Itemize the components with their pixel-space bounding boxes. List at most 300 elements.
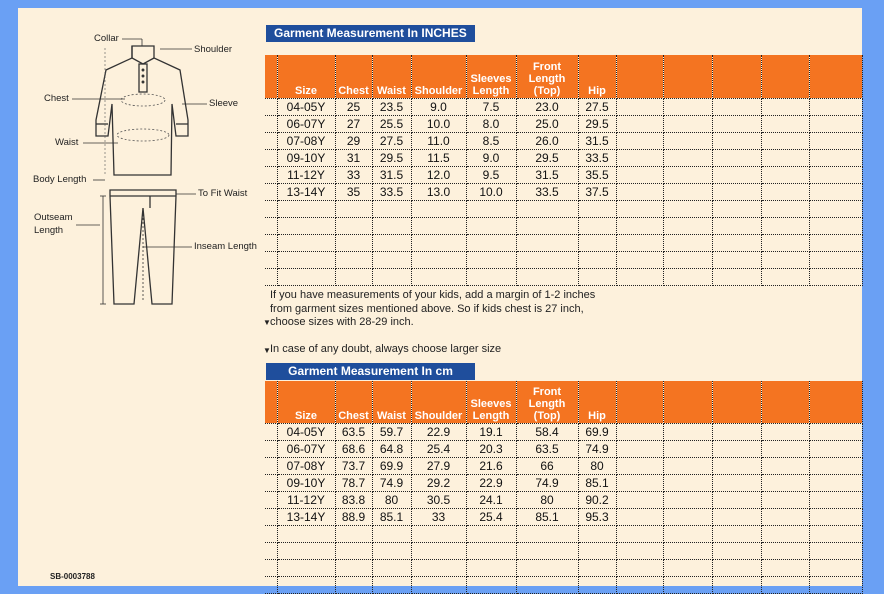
outseam-label: Outseam Length: [34, 212, 73, 236]
table-cell: 59.7: [372, 424, 411, 441]
row-spacer: [265, 99, 277, 116]
header-cell: Size: [277, 381, 335, 424]
table-cell: 69.9: [578, 424, 616, 441]
table-cell: 11-12Y: [277, 492, 335, 509]
table-cell: [761, 424, 809, 441]
table-cell: 30.5: [411, 492, 466, 509]
table-cell: [809, 235, 862, 252]
table-cell: 19.1: [466, 424, 516, 441]
table-cell: [616, 201, 663, 218]
table-cell: [335, 526, 372, 543]
table-cell: [277, 526, 335, 543]
table-cell: [712, 184, 761, 201]
header-cell: Front Length (Top): [516, 55, 578, 99]
row-spacer: [265, 269, 277, 286]
table-cell: 35.5: [578, 167, 616, 184]
table-cell: [761, 201, 809, 218]
table-cell: 35: [335, 184, 372, 201]
body-length-label: Body Length: [33, 174, 87, 185]
header-spacer: [265, 381, 277, 424]
shoulder-label: Shoulder: [194, 44, 233, 55]
table-cell: [466, 201, 516, 218]
header-cell: [616, 55, 663, 99]
table-cell: 80: [372, 492, 411, 509]
header-cell: Front Length (Top): [516, 381, 578, 424]
table-cell: [466, 252, 516, 269]
table-cell: [663, 475, 712, 492]
note-1: If you have measurements of your kids, add a margin of 1-2 inches from garment sizes mentioned above. So if kids chest is 27 inch, choose sizes with 28-29 inch.: [270, 289, 596, 328]
table-cell: [761, 235, 809, 252]
header-cell: [663, 381, 712, 424]
table-cell: [712, 577, 761, 594]
table-row: [265, 201, 862, 218]
table-cell: 27: [335, 116, 372, 133]
table-cell: [466, 560, 516, 577]
note-bullet-2: ▼: [263, 346, 271, 355]
table-cell: [516, 218, 578, 235]
table-cell: 85.1: [578, 475, 616, 492]
table-cell: [616, 526, 663, 543]
table-cell: [616, 218, 663, 235]
table-cell: [616, 150, 663, 167]
table-cell: [616, 441, 663, 458]
table-cell: [578, 201, 616, 218]
inseam-label: Inseam Length: [194, 241, 257, 252]
header-cell: [761, 381, 809, 424]
table-cell: 9.5: [466, 167, 516, 184]
table-cell: [616, 269, 663, 286]
table-cell: [761, 99, 809, 116]
table-cell: [761, 150, 809, 167]
table-cell: [761, 269, 809, 286]
header-cell: [761, 55, 809, 99]
table-cell: [411, 560, 466, 577]
table-cell: 13-14Y: [277, 509, 335, 526]
table-cell: 74.9: [578, 441, 616, 458]
table-cell: 69.9: [372, 458, 411, 475]
table-row: [265, 475, 862, 492]
table-cell: 06-07Y: [277, 441, 335, 458]
table-cell: [277, 252, 335, 269]
table-row: [265, 424, 862, 441]
table-cell: 25.4: [411, 441, 466, 458]
table-cell: 78.7: [335, 475, 372, 492]
table-cell: [761, 184, 809, 201]
table-cell: [516, 526, 578, 543]
table-cell: [372, 235, 411, 252]
table-cell: 26.0: [516, 133, 578, 150]
table-cell: [761, 543, 809, 560]
table-cell: [712, 218, 761, 235]
table-cell: [761, 167, 809, 184]
header-cell: Waist: [372, 381, 411, 424]
row-spacer: [265, 475, 277, 492]
table-cell: 37.5: [578, 184, 616, 201]
row-spacer: [265, 167, 277, 184]
table-cell: [466, 218, 516, 235]
header-cell: Shoulder: [411, 381, 466, 424]
table-cell: 23.0: [516, 99, 578, 116]
table-cell: [616, 424, 663, 441]
table-cell: [372, 543, 411, 560]
sleeve-label: Sleeve: [209, 98, 239, 109]
table-row: [265, 492, 862, 509]
table-cell: [372, 577, 411, 594]
table-cell: 95.3: [578, 509, 616, 526]
row-spacer: [265, 441, 277, 458]
table-cell: 85.1: [516, 509, 578, 526]
table-cell: [809, 201, 862, 218]
table-cell: [516, 252, 578, 269]
table-row: [265, 167, 862, 184]
table-cell: [466, 543, 516, 560]
table-cell: [616, 99, 663, 116]
table-cell: [616, 133, 663, 150]
table-cell: [761, 252, 809, 269]
table-cell: 8.0: [466, 116, 516, 133]
row-spacer: [265, 150, 277, 167]
table-cell: 33.5: [372, 184, 411, 201]
row-spacer: [265, 218, 277, 235]
table-cell: 63.5: [516, 441, 578, 458]
table-cell: 31.5: [372, 167, 411, 184]
table-cell: [663, 577, 712, 594]
table-cell: 25: [335, 99, 372, 116]
to-fit-waist-label: To Fit Waist: [198, 188, 248, 199]
table-cell: [616, 167, 663, 184]
table-cell: 11-12Y: [277, 167, 335, 184]
table-cell: [616, 543, 663, 560]
table-cell: [663, 167, 712, 184]
table-cell: 27.5: [578, 99, 616, 116]
table-cell: [809, 133, 862, 150]
table-row: [265, 458, 862, 475]
table-cell: 33: [411, 509, 466, 526]
header-cell: [712, 381, 761, 424]
table-cell: [663, 116, 712, 133]
table-cell: [516, 577, 578, 594]
cm-table: [265, 381, 863, 594]
table-row: [265, 252, 862, 269]
table-cell: 73.7: [335, 458, 372, 475]
table-cell: [616, 252, 663, 269]
table-cell: [809, 543, 862, 560]
table-row: [265, 543, 862, 560]
table-cell: [809, 150, 862, 167]
row-spacer: [265, 543, 277, 560]
table-cell: [809, 116, 862, 133]
table-cell: 04-05Y: [277, 99, 335, 116]
cm-table-title: Garment Measurement In cm: [266, 363, 475, 380]
table-cell: [335, 252, 372, 269]
table-cell: 25.5: [372, 116, 411, 133]
waist-label: Waist: [55, 137, 79, 148]
table-cell: [616, 116, 663, 133]
table-cell: [761, 475, 809, 492]
table-cell: [335, 269, 372, 286]
table-cell: [277, 201, 335, 218]
table-cell: 10.0: [411, 116, 466, 133]
row-spacer: [265, 133, 277, 150]
table-cell: 10.0: [466, 184, 516, 201]
table-cell: 09-10Y: [277, 475, 335, 492]
table-cell: [516, 235, 578, 252]
table-cell: 25.4: [466, 509, 516, 526]
header-cell: Chest: [335, 55, 372, 99]
table-cell: [712, 235, 761, 252]
header-cell: Sleeves Length: [466, 381, 516, 424]
table-cell: [663, 218, 712, 235]
table-cell: [466, 235, 516, 252]
row-spacer: [265, 492, 277, 509]
table-cell: [663, 99, 712, 116]
table-cell: [663, 184, 712, 201]
table-cell: 23.5: [372, 99, 411, 116]
collar-label: Collar: [94, 33, 119, 44]
table-cell: [712, 99, 761, 116]
table-cell: [663, 509, 712, 526]
table-cell: [712, 492, 761, 509]
table-cell: [712, 201, 761, 218]
table-cell: [578, 577, 616, 594]
table-cell: 88.9: [335, 509, 372, 526]
table-cell: [578, 543, 616, 560]
table-cell: [372, 269, 411, 286]
table-cell: 20.3: [466, 441, 516, 458]
table-cell: [411, 252, 466, 269]
table-cell: 33: [335, 167, 372, 184]
table-cell: [761, 560, 809, 577]
table-cell: [712, 252, 761, 269]
table-cell: [372, 560, 411, 577]
table-cell: 07-08Y: [277, 133, 335, 150]
row-spacer: [265, 458, 277, 475]
table-row: [265, 150, 862, 167]
inches-table: [265, 55, 863, 286]
header-cell: Hip: [578, 381, 616, 424]
table-cell: [809, 492, 862, 509]
table-cell: [809, 526, 862, 543]
table-cell: [809, 167, 862, 184]
table-cell: [809, 509, 862, 526]
table-cell: [712, 269, 761, 286]
table-cell: [809, 441, 862, 458]
table-cell: [578, 560, 616, 577]
table-cell: [712, 458, 761, 475]
table-cell: 31.5: [578, 133, 616, 150]
table-cell: 13.0: [411, 184, 466, 201]
table-cell: [761, 218, 809, 235]
row-spacer: [265, 577, 277, 594]
header-cell: Shoulder: [411, 55, 466, 99]
table-cell: [809, 424, 862, 441]
row-spacer: [265, 252, 277, 269]
table-cell: [809, 560, 862, 577]
table-row: [265, 235, 862, 252]
table-cell: [277, 218, 335, 235]
table-cell: [712, 475, 761, 492]
table-cell: [277, 577, 335, 594]
table-cell: [411, 201, 466, 218]
table-cell: [335, 577, 372, 594]
table-cell: [809, 269, 862, 286]
table-row: [265, 184, 862, 201]
chest-label: Chest: [44, 93, 69, 104]
table-cell: 68.6: [335, 441, 372, 458]
table-cell: [712, 526, 761, 543]
table-cell: [809, 99, 862, 116]
table-cell: [335, 218, 372, 235]
table-cell: [712, 424, 761, 441]
header-cell: [809, 381, 862, 424]
header-cell: Waist: [372, 55, 411, 99]
table-cell: [516, 201, 578, 218]
table-cell: [372, 218, 411, 235]
table-cell: 31.5: [516, 167, 578, 184]
header-cell: Hip: [578, 55, 616, 99]
table-cell: [578, 252, 616, 269]
table-cell: 07-08Y: [277, 458, 335, 475]
table-row: [265, 526, 862, 543]
table-row: [265, 509, 862, 526]
table-cell: [663, 201, 712, 218]
table-cell: 29.5: [578, 116, 616, 133]
table-cell: [335, 235, 372, 252]
table-cell: [712, 133, 761, 150]
table-cell: 22.9: [466, 475, 516, 492]
table-cell: 27.5: [372, 133, 411, 150]
table-cell: 85.1: [372, 509, 411, 526]
table-cell: [663, 458, 712, 475]
header-cell: [616, 381, 663, 424]
table-cell: [761, 116, 809, 133]
table-cell: 21.6: [466, 458, 516, 475]
table-cell: 33.5: [578, 150, 616, 167]
table-cell: [411, 218, 466, 235]
table-cell: [761, 492, 809, 509]
table-cell: [616, 509, 663, 526]
table-cell: [761, 458, 809, 475]
table-cell: 22.9: [411, 424, 466, 441]
row-spacer: [265, 235, 277, 252]
table-cell: [761, 509, 809, 526]
table-cell: 11.5: [411, 150, 466, 167]
header-cell: Chest: [335, 381, 372, 424]
note-bullet-1: ▼: [263, 318, 271, 327]
row-spacer: [265, 184, 277, 201]
inches-table-title: Garment Measurement In INCHES: [266, 25, 475, 42]
table-cell: [663, 543, 712, 560]
table-cell: [616, 458, 663, 475]
header-cell: [809, 55, 862, 99]
table-cell: [663, 441, 712, 458]
row-spacer: [265, 526, 277, 543]
table-cell: [277, 543, 335, 560]
table-cell: [663, 150, 712, 167]
table-cell: [712, 116, 761, 133]
table-cell: [277, 235, 335, 252]
table-cell: [466, 577, 516, 594]
table-cell: [516, 543, 578, 560]
table-cell: [411, 235, 466, 252]
table-cell: 31: [335, 150, 372, 167]
table-cell: [809, 184, 862, 201]
table-cell: [372, 252, 411, 269]
sku-code: SB-0003788: [50, 572, 95, 581]
table-cell: [809, 475, 862, 492]
table-cell: [809, 577, 862, 594]
table-cell: 74.9: [372, 475, 411, 492]
table-cell: [712, 560, 761, 577]
table-cell: [616, 577, 663, 594]
table-cell: [578, 526, 616, 543]
header-cell: [663, 55, 712, 99]
table-row: [265, 269, 862, 286]
table-cell: [616, 184, 663, 201]
table-cell: 13-14Y: [277, 184, 335, 201]
table-cell: [466, 526, 516, 543]
header-cell: Size: [277, 55, 335, 99]
table-cell: [663, 269, 712, 286]
table-cell: [411, 269, 466, 286]
table-cell: [335, 560, 372, 577]
table-cell: [578, 218, 616, 235]
table-cell: 04-05Y: [277, 424, 335, 441]
table-cell: [372, 526, 411, 543]
table-cell: [616, 560, 663, 577]
table-cell: [616, 492, 663, 509]
table-cell: [809, 252, 862, 269]
table-cell: [578, 269, 616, 286]
table-cell: [663, 492, 712, 509]
table-cell: 66: [516, 458, 578, 475]
table-cell: 29: [335, 133, 372, 150]
table-cell: [663, 560, 712, 577]
row-spacer: [265, 424, 277, 441]
table-cell: [411, 526, 466, 543]
table-cell: 12.0: [411, 167, 466, 184]
table-cell: [663, 424, 712, 441]
table-cell: [712, 167, 761, 184]
table-cell: 33.5: [516, 184, 578, 201]
table-cell: 8.5: [466, 133, 516, 150]
table-cell: [663, 526, 712, 543]
table-cell: [616, 235, 663, 252]
table-cell: 9.0: [466, 150, 516, 167]
table-cell: 7.5: [466, 99, 516, 116]
table-cell: [411, 577, 466, 594]
table-cell: [663, 252, 712, 269]
table-row: [265, 99, 862, 116]
table-cell: 24.1: [466, 492, 516, 509]
table-cell: [277, 269, 335, 286]
header-cell: Sleeves Length: [466, 55, 516, 99]
table-cell: 9.0: [411, 99, 466, 116]
table-row: [265, 560, 862, 577]
table-cell: 64.8: [372, 441, 411, 458]
header-cell: [712, 55, 761, 99]
row-spacer: [265, 560, 277, 577]
table-cell: 80: [578, 458, 616, 475]
table-cell: [761, 133, 809, 150]
table-cell: [335, 201, 372, 218]
table-cell: [372, 201, 411, 218]
table-cell: [712, 509, 761, 526]
table-cell: [712, 441, 761, 458]
table-cell: [761, 526, 809, 543]
table-cell: 74.9: [516, 475, 578, 492]
table-cell: 27.9: [411, 458, 466, 475]
